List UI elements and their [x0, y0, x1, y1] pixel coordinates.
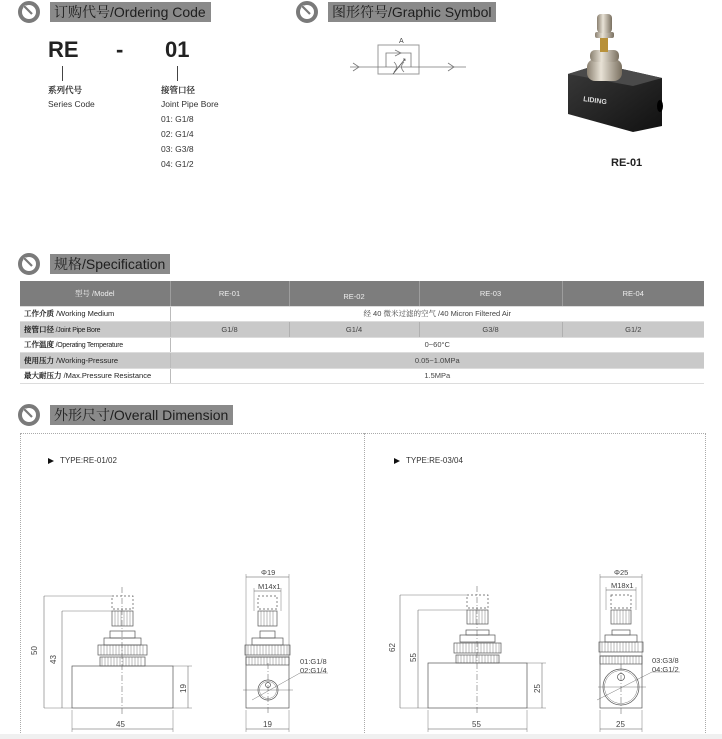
row-value: 1.5MPa: [170, 368, 704, 384]
bore-option: 04: G1/2: [161, 159, 194, 169]
row-label: 接管口径 /Joint Pipe Bore: [20, 322, 170, 338]
arrow-circle-icon: [18, 253, 40, 275]
svg-text:02:G1/4: 02:G1/4: [300, 666, 327, 675]
side-view-drawing-re-01-02: [200, 560, 360, 739]
svg-text:LIDING: LIDING: [582, 96, 608, 107]
svg-text:50: 50: [30, 646, 39, 655]
svg-text:Φ25: Φ25: [614, 568, 629, 577]
header-model-col: RE-01: [170, 281, 289, 306]
svg-text:25: 25: [616, 720, 625, 729]
row-label: 工作介质 /Working Medium: [20, 306, 170, 322]
section-graphic-symbol: [296, 1, 496, 23]
bore-tick: [177, 66, 178, 81]
row-label: 使用压力 /Working-Pressure: [20, 353, 170, 369]
side-view-drawing-re-03-04: [560, 560, 706, 739]
svg-text:Φ19: Φ19: [261, 568, 276, 577]
bore-code: 01: [165, 37, 190, 62]
svg-text:19: 19: [263, 720, 272, 729]
bore-option: 02: G1/4: [161, 129, 194, 139]
svg-text:45: 45: [116, 720, 125, 729]
row-value: 0.05~1.0MPa: [170, 353, 704, 369]
front-view-drawing-re-03-04: [370, 560, 550, 739]
table-row: [20, 353, 704, 369]
bore-option: 03: G3/8: [161, 144, 194, 154]
triangle-bullet-icon: [394, 458, 400, 464]
bore-label-cn: 接管口径: [161, 85, 196, 95]
series-label-cn: 系列代号: [48, 85, 83, 95]
table-row: [20, 306, 704, 322]
svg-text:62: 62: [388, 643, 397, 652]
header-model-col: RE-03: [419, 281, 562, 306]
code-dash: -: [116, 37, 124, 62]
type-label-right: TYPE:RE-03/04: [394, 456, 463, 465]
section-title: 订购代号/Ordering Code: [50, 2, 211, 22]
arrow-circle-icon: [18, 1, 40, 23]
bore-option: 01: G1/8: [161, 114, 194, 124]
header-model: 型号 /Model: [20, 281, 170, 306]
product-caption: RE-01: [611, 157, 643, 169]
section-title: 规格/Specification: [50, 254, 170, 274]
table-row: [20, 322, 704, 338]
svg-text:55: 55: [472, 720, 481, 729]
row-value: G1/8: [170, 322, 289, 338]
front-view-drawing-re-01-02: [20, 560, 200, 739]
series-tick: [62, 66, 63, 81]
svg-text:25: 25: [533, 684, 542, 693]
row-value: G1/2: [562, 322, 704, 338]
row-value: 0~60°C: [170, 337, 704, 353]
section-specification: [18, 253, 170, 275]
row-label: 工作温度 /Operating Temperature: [20, 337, 170, 353]
series-label-en: Series Code: [48, 99, 95, 109]
bore-label-en: Joint Pipe Bore: [161, 99, 219, 109]
header-model-col: RE-04: [562, 281, 704, 306]
product-photo: [565, 14, 665, 132]
specification-table: [20, 281, 704, 384]
section-title: 外形尺寸/Overall Dimension: [50, 405, 233, 425]
dimension-divider: [364, 433, 365, 739]
arrow-circle-icon: [296, 1, 318, 23]
svg-text:01:G1/8: 01:G1/8: [300, 657, 327, 666]
section-overall-dimension: [18, 404, 233, 426]
row-value: G3/8: [419, 322, 562, 338]
series-code: RE: [48, 37, 79, 62]
svg-text:43: 43: [49, 655, 58, 664]
table-row: [20, 368, 704, 384]
svg-text:03:G3/8: 03:G3/8: [652, 656, 679, 665]
section-ordering-code: [18, 1, 211, 23]
type-label-left: TYPE:RE-01/02: [48, 456, 117, 465]
svg-text:19: 19: [179, 684, 188, 693]
row-label: 最大耐压力 /Max.Pressure Resistance: [20, 368, 170, 384]
table-header-row: [20, 281, 704, 306]
arrow-circle-icon: [18, 404, 40, 426]
row-value: 经 40 微米过滤的空气 /40 Micron Filtered Air: [170, 306, 704, 322]
row-value: G1/4: [289, 322, 419, 338]
svg-text:M14x1: M14x1: [258, 582, 281, 591]
header-model-col: RE-02: [289, 281, 419, 306]
bottom-strip: [0, 734, 722, 739]
svg-text:55: 55: [409, 653, 418, 662]
svg-text:04:G1/2: 04:G1/2: [652, 665, 679, 674]
svg-text:A: A: [399, 38, 404, 45]
svg-text:M18x1: M18x1: [611, 581, 634, 590]
triangle-bullet-icon: [48, 458, 54, 464]
table-row: [20, 337, 704, 353]
flow-control-valve-symbol: [350, 34, 466, 80]
section-title: 图形符号/Graphic Symbol: [328, 2, 496, 22]
